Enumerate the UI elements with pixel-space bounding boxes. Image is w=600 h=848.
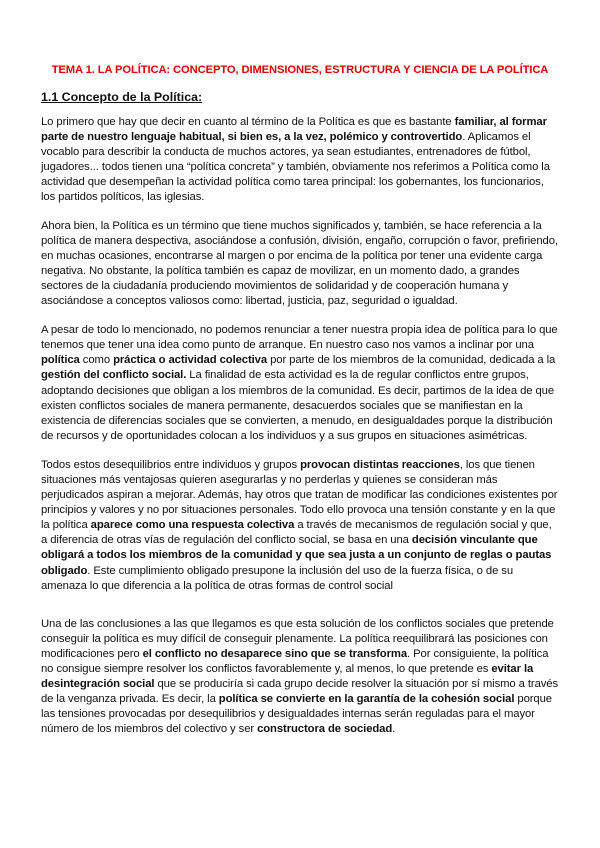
text-run: Todos estos desequilibrios entre individuos y grupos [41,458,301,471]
bold-text-run: política [41,354,80,367]
document-body [41,115,559,737]
paragraph-1 [41,115,559,206]
document-page [41,63,559,750]
bold-text-run: práctica o actividad colectiva [113,354,268,367]
bold-text-run: gestión del conflicto social. [41,369,187,382]
text-run: porque las tensiones provocadas por desequilibrios y desigualdades internas serán reguladas para el mayor número de los miembros del colectivo y ser [41,693,552,736]
paragraph-3 [41,323,559,444]
bold-text-run: evitar la desintegración social [41,663,534,691]
text-run: a través de mecanismos de regulación social y que, a diferencia de otras vías de regulación del conflicto social, se basa en una [41,519,552,547]
text-run: , los que tienen situaciones más ventajosas quieren asegurarlas y no perderlas y quienes se consideran más perjudicados aspiran a mejorar. Además, hay otros que tratan de modificar las condiciones existentes por principios y valores y no por situaciones personales. Todo ello provoca una tensión constante y en la que la política [41,458,558,532]
text-run: . [392,723,396,736]
text-run: A pesar de todo lo mencionado, no podemos renunciar a tener nuestra propia idea de política para lo que tenemos que tener una idea como punto de arranque. En nuestro caso nos vamos a inclinar por una [41,324,558,352]
paragraph-5 [41,617,559,738]
text-run: . Aplicamos el vocablo para describir la conducta de muchos actores, ya sean estudiantes, entrenadores de fútbol, jugadores... todos tienen una “política concreta” y también, obviamente nos referimos a Política como la actividad que desempeñan la actividad política como tarea principal: los gobernantes, los funcionarios, los partidos políticos, las iglesias. [41,131,550,204]
bold-text-run: el conflicto no desaparece sino que se transforma [142,647,408,660]
text-run: como [79,354,114,367]
bold-text-run: provocan distintas reacciones [300,458,460,471]
text-run: . Por consiguiente, la política no consigue siempre resolver los conflictos favorablemente y, al menos, lo que pretende es [41,647,549,675]
bold-text-run: decisión vinculante que obligará a todos los miembros de la comunidad y que sea justa a un conjunto de reglas o pautas obligado [41,534,552,577]
bold-text-run: constructora de sociedad [257,723,393,736]
bold-text-run: política se convierte en la garantía de la cohesión social [218,693,515,706]
section-heading: 1.1 Concepto de la Política: [41,90,203,104]
text-run: que se produciría si cada grupo decide resolver la situación por sí mismo a través de la venganza privada. Es decir, la [41,678,559,706]
paragraph-4 [41,458,559,594]
text-run: . Este cumplimiento obligado presupone la inclusión del uso de la fuerza física, o de su amenaza lo que diferencia a la política de otras formas de control social [41,564,514,592]
paragraph-2 [41,219,559,310]
text-run: La finalidad de esta actividad es la de regular conflictos entre grupos, adoptando decisiones que obligan a los miembros de la comunidad. Es decir, partimos de la idea de que existen conflictos sociales de manera permanente, desacuerdos sociales que se manifiestan en la existencia de diferencias sociales que se convierten, a menudo, en desigualdades porque la distribución de recursos y de oportunidades colocan a los individuos y a sus grupos en situaciones asimétricas. [41,369,555,442]
bold-text-run: familiar, al formar parte de nuestro lenguaje habitual, si bien es, a la vez, polémico y controvertido [41,116,547,144]
text-run: Lo primero que hay que decir en cuanto al término de la Política es que es bastante [41,116,455,128]
text-run: Ahora bien, la Política es un término que tiene muchos significados y, también, se hace referencia a la política de manera despectiva, asociándose a confusión, división, engaño, corrupción o favor, prefiriendo, en muchas ocasiones, encontrarse al margen o por encima de la política por tener una evidente carga negativa. No obstante, la política también es capaz de movilizar, en un momento dado, a grandes sectores de la ciudadanía produciendo movimientos de solidaridad y de cooperación humana y asociándose a conceptos valiosos como: libertad, justicia, paz, seguridad o igualdad. [41,219,558,308]
text-run: Una de las conclusiones a las que llegamos es que esta solución de los conflictos sociales que pretende conseguir la política es muy difícil de conseguir plenamente. La política reequilibrará las posiciones con modificaciones pero [41,617,554,660]
bold-text-run: aparece como una respuesta colectiva [90,519,295,532]
text-run: por parte de los miembros de la comunidad, dedicada a la [267,354,556,367]
document-title: TEMA 1. LA POLÍTICA: CONCEPTO, DIMENSIONES, ESTRUCTURA Y CIENCIA DE LA POLÍTICA [51,64,549,76]
